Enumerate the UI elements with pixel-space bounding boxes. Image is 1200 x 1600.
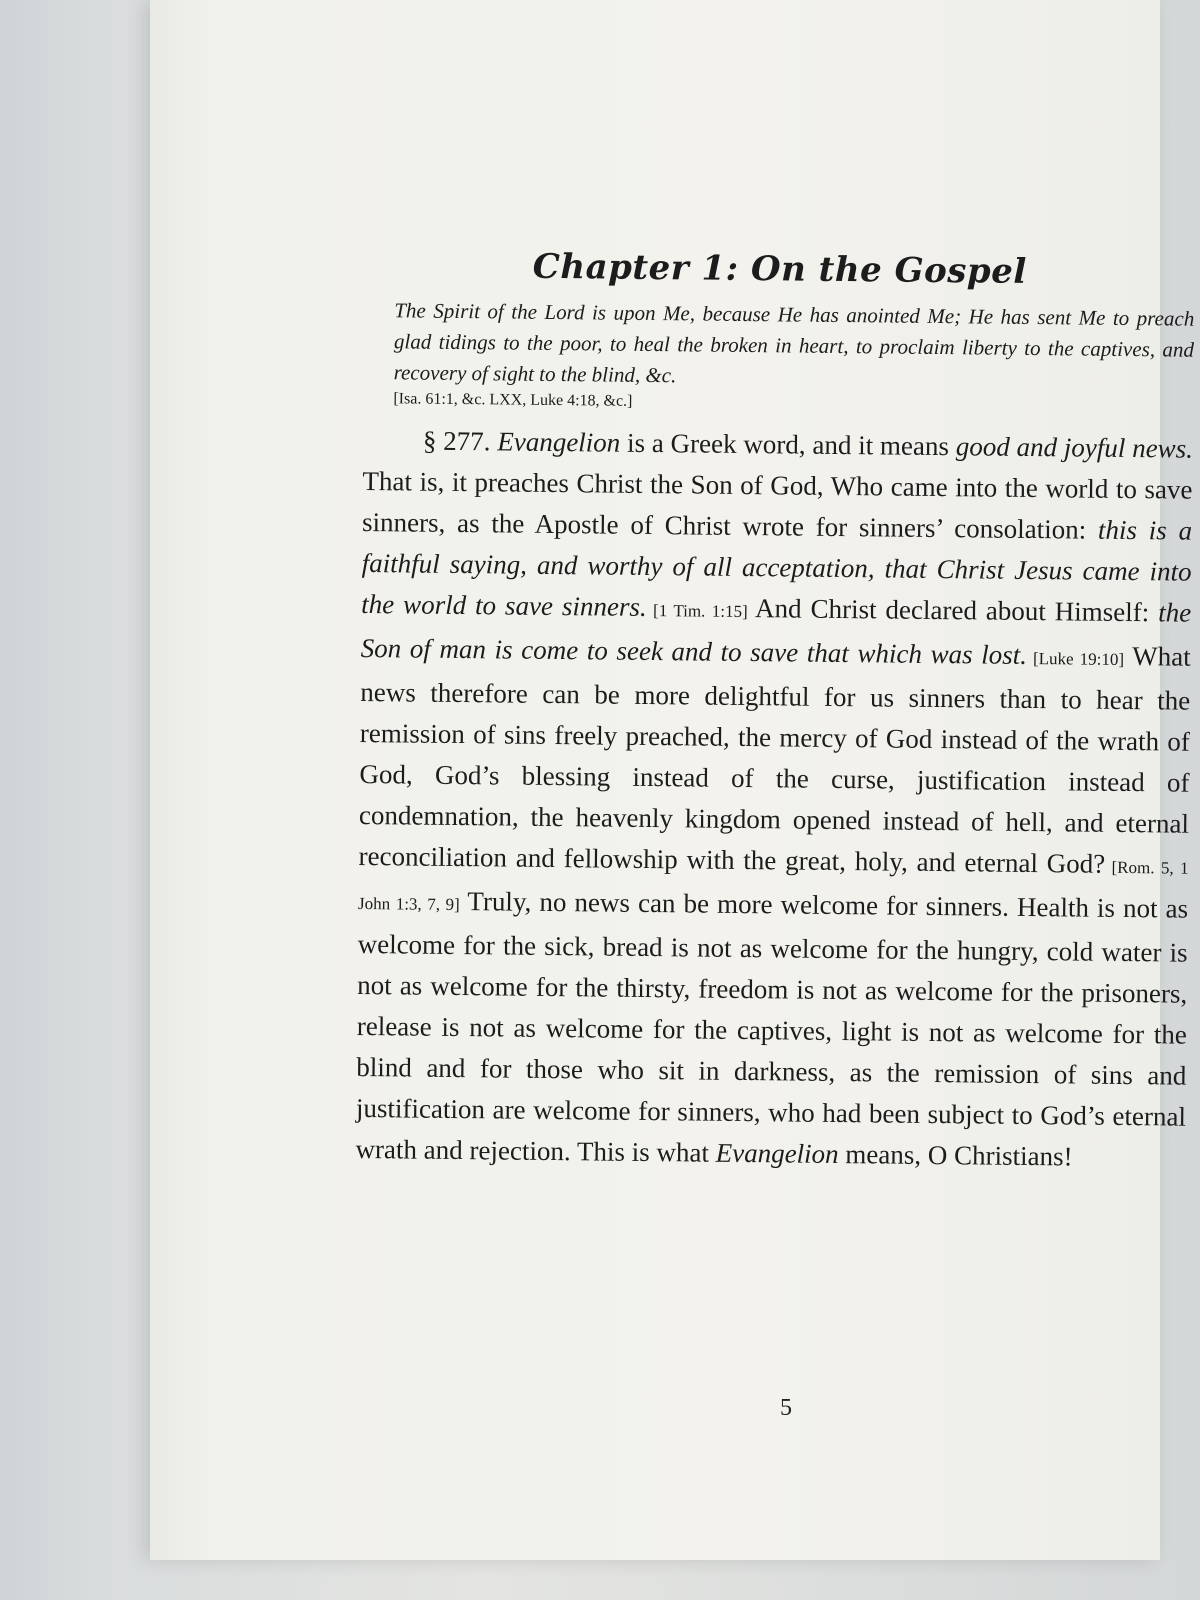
section-marker: § 277. bbox=[422, 425, 498, 457]
text-run: That is, it preaches Christ the Son of God, Who came into the world to save sinners, as the Apostle of Christ wrote for sinners’ consolation: bbox=[361, 465, 1193, 545]
text-run: Truly, no news can be more welcome for sinners. Health is not as welcome for the sick, bread is not as welcome for the hungry, cold water is not as welcome for the thirsty, freedom is not as welcome for the prisoners, release is not as welcome for the captives, light is not as welcome for the blind and for those who sit in darkness, as the remission of sins and justification are welcome for sinners, who had been subject to God’s eternal wrath and rejection. This is what bbox=[355, 886, 1189, 1168]
text-run: And Christ declared about Himself: bbox=[747, 593, 1159, 628]
epigraph bbox=[393, 295, 1194, 418]
italic-term: Evangelion bbox=[715, 1137, 839, 1170]
chapter-title: Chapter 1: On the Gospel bbox=[532, 246, 1027, 292]
body-paragraph bbox=[355, 420, 1193, 1179]
text-run: What news therefore can be more delightful for us sinners than to hear the remission of sins freely preached, the mercy of God instead of the wrath of God, God’s blessing instead of the curse, justification instead of condemnation, the heavenly kingdom opened instead of hell, and eternal reconciliation and fellowship with the great, holy, and eternal God? bbox=[358, 640, 1191, 879]
text-run: means, O Christians! bbox=[838, 1139, 1073, 1172]
scripture-reference: [1 Tim. 1:15] bbox=[646, 600, 748, 622]
italic-quote: the Son of man is come to seek and to save that which was lost. bbox=[360, 597, 1192, 670]
book-page bbox=[150, 0, 1195, 1560]
italic-quote: this is a faithful saying, and worthy of all acceptation, that Christ Jesus came into the world to save sinners. bbox=[361, 514, 1193, 622]
epigraph-reference: [Isa. 61:1, &c. LXX, Luke 4:18, &c.] bbox=[393, 390, 633, 410]
italic-phrase: good and joyful news. bbox=[955, 431, 1194, 464]
text-run: is a Greek word, and it means bbox=[620, 427, 956, 462]
page-number: 5 bbox=[780, 1395, 792, 1421]
scripture-reference: [Rom. 5, 1 John 1:3, 7, 9] bbox=[358, 857, 1189, 915]
page-content bbox=[355, 245, 1195, 1179]
italic-term: Evangelion bbox=[497, 426, 621, 458]
epigraph-text: The Spirit of the Lord is upon Me, because He has anointed Me; He has sent Me to preach glad tidings to the poor, to heal the broken in heart, to proclaim liberty to the captives, and recovery of sight to the blind, &c. bbox=[393, 298, 1195, 388]
scripture-reference: [Luke 19:10] bbox=[1026, 648, 1125, 669]
